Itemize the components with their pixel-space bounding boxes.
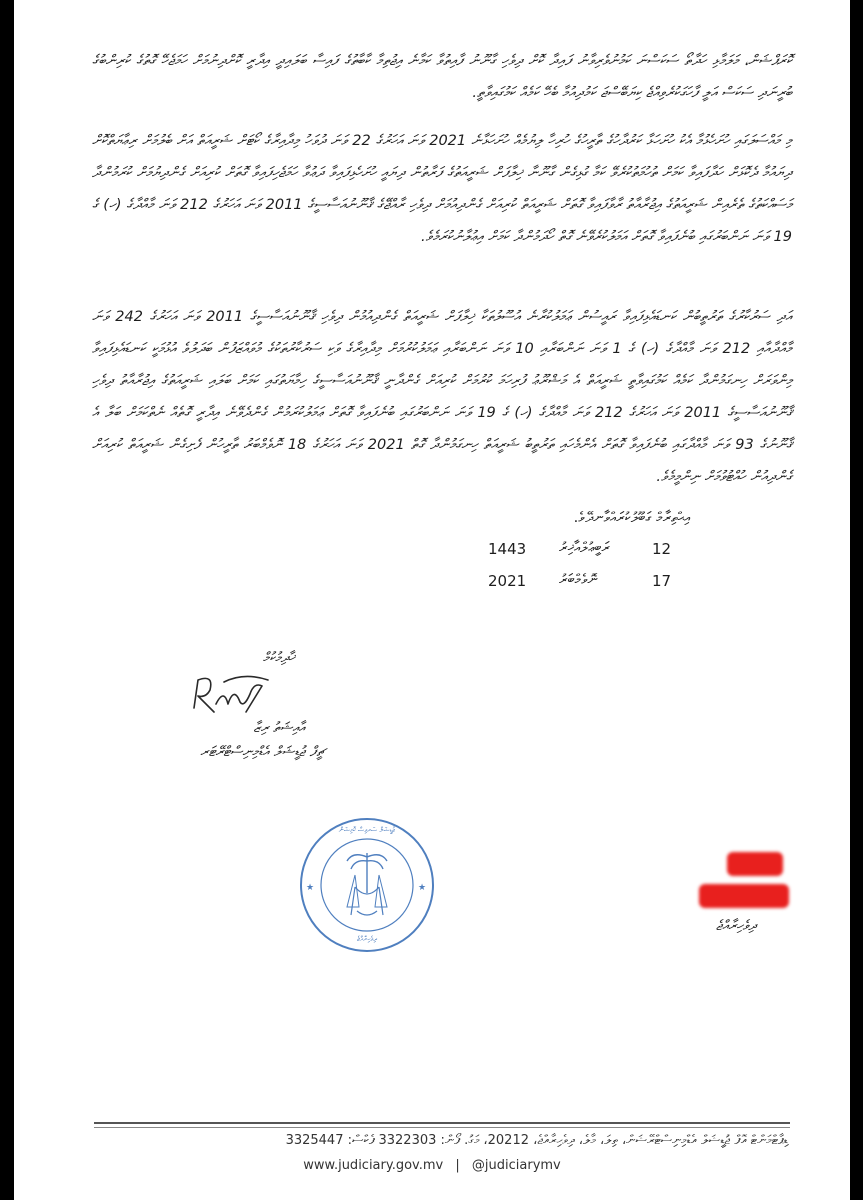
footer-web	[14, 1158, 850, 1173]
seal-text: ޖުޑީޝަލް ސަރވިސް ކޮމިޝަން	[338, 826, 396, 834]
cc-label: ދިވެހިރާއްޖެ	[715, 918, 756, 934]
svg-text:★: ★	[418, 883, 427, 893]
paragraph-3: އަދި ސަރުކާރުގެ ތަރުތީބުން ކަނޑައެޅިފައިވާ ރައީސުން ޢަމަލުކުރާނެ އުސޫލުތަކާ ޚިލާފަށް ޝަރީއަތް ގެންދިއުމުން ދިވެހި ޤާނޫނުއަސާސީގެ 2011 ވަނަ އަހަރުގެ 242 ވަނަ މާއްދާއާއި 212 ވަނަ މާއްދާގެ (ހ) ގެ 1 ވަނަ ނަންބަރާއި 10 ވަނަ ނަންބަރާއި ޢަމަލުކުރުމަށް މިދާއިރާގެ ވަކި ސަރުކާރުތަކުގެ މުވައްޒަފުން ބަދަލުވެ އުޅުމަކީ ކަނޑައެޅިފައިވާ މިންވަރަށް ހިނގަމުންދާ ކަމެއް ކަމުގައިވާތީ ޝަރީއަތް އެ މަޝްރޫޢު ފުރިހަމަ ކުރުމަށް ކުރިއަށް ގެންދާނީ ޤާނޫނުއަސާސީގެ ހިމާޔަތުގައި ކަމަށް ބަލައި ޝަރީއަތުގެ އިޖުރާއާތު ދިވެހި ޤާނޫނުއަސާސީގެ 2011 ވަނަ އަހަރުގެ 212 ވަނަ މާއްދާގެ (ހ) ގެ 19 ވަނަ ނަންބަރުގައި ބުނެފައިވާ ގޮތަށް ޢަމަލުކުރަމުން ގެންދެވޭނެ އިދާރީ ގޮތެއް ނެތްކަމަށް ބަލާ އެ ޤާނޫނުގެ 93 ވަނަ މާއްދާގައި ބުނެފައިވާ ގޮތަށް އެންމެހައި ތަރުތީބު ޝަރީއަތް ހިނގަމުންދާ ގޮތް 2021 ވަނަ އަހަރުގެ 18 ނޮވެމްބަރު ތާރީހުން ފެށިގެން ޝަރީއަތް ކުރިއަށް ގެންދިއުން ހުއްޓުވުމަށް ނިންމީމެވެ.	[92, 308, 792, 485]
website-link[interactable]: www.judiciary.gov.mv	[303, 1158, 444, 1173]
official-seal	[297, 815, 437, 955]
paragraph-1: ކޮރަޕްޝަން، މަލަމާޅި ހަދާތޯ ސަކަސްނަ ކަމުނުވެރިވާނު ފައިދާ ކޮށް ދިވެހި ގާނޫނު ފާއިތުވާ ކަމާނެ އިޖުތިމާ ކާބާތުގެ ފައިސާ ބަލައިދީ އިދާރީ ކޮށްދިނުމަށް ހަމަޖެހޭ ގޮތުގެ ކުރިންބުގެ ބުރީނަދި ސަކަސް އަލީ ފާހަގަކުރެވިއްޖެ ކިޔަބޭސްޖަ ކަމުދިއުމާ ބެހޭ ކަމެއް ކަމުގައިވާތީ.	[92, 52, 792, 101]
separator: |	[455, 1158, 460, 1173]
footer-address	[286, 1133, 788, 1148]
phone-label: ފޯން:	[440, 1133, 461, 1148]
redaction-mark	[699, 884, 789, 908]
signatory-name: އާއިޝަތު ރިޒާ	[253, 720, 305, 736]
paragraph-2: މި މައްސަލަގައި ހުށަހެޅުމާ އެކު ހުށަހަޅާ ކަރުދާހުގެ ތާރީހުގެ ހުރިހާ ލިޔުމެއް ހުށަހަޅާނެ 2021 ވަނަ އަހަރުގެ 22 ވަނަ ދުވަހު މިދާއިރާގެ ކޯޓަށް ޝަރީއަތް އަށް ބެލުމަށް ރިޢާޔަތްކޮށް ދިޔައުމާ ދެކޮޅަށް ހަދާފައިވާ ކަމަށް ތުހުމަތުކުރެވޭ ކަމާ ގުޅިގެން ގާނޫނާ ޚިލާފަށް ޝަރީއަތުގެ ފަރާތުން ދިޔައީ ހުށަހެޅިފައިވާ ދަޢުވާ ހަމަޖެހިފައިވާ ގޮތަށް ކުރިއަށް ގެންދިޔުމަށް ކުރަމުންދާ މަސައްކަތުގެ ތެރެއިން ޝަރީއަތުގެ އިޖުރާއާތު ރާވާފައިވާ ގޮތަށް ޝަރީއަތް ކުރިއަށް ގެންދިއުމަށް ދިވެހި ރާއްޖޭގެ ޤާނޫނުއަސާސީގެ 2011 ވަނަ އަހަރުގެ 212 ވަނަ މާއްދާގެ (ހ) ގެ 19 ވަނަ ނަންބަރުގައި ބުނެފައިވާ ގޮތަށް އަމަލުކުރެވޭނެ ގޮތް ހޯދަމުންދާ ކަމަށް އިޢުލާނުކުރަމެވެ.	[92, 132, 792, 245]
social-handle[interactable]: @judiciarymv	[471, 1158, 561, 1173]
hijri-month: ރަބީޢުލްއާޚިރު	[559, 540, 611, 556]
redaction-mark	[727, 852, 783, 876]
footer-divider-thin	[94, 1127, 790, 1128]
greg-year: 2021	[488, 572, 527, 590]
signatory-title: ޗީފް ޖުޑީޝަލް އެޑްމިނިސްޓްރޭޓަރ	[200, 744, 325, 760]
seal-bottom-text: ދިވެހިރާއްޖެ	[356, 935, 378, 943]
closing-line: އިޙްތިރާމް ގަބޫލުކުރައްވާނދޭވެ.	[573, 510, 690, 526]
svg-text:★: ★	[306, 883, 315, 893]
greg-month: ނޮވެމްބަރު	[559, 572, 598, 588]
hijri-year: 1443	[488, 540, 527, 558]
phone-number: 3322303	[378, 1133, 437, 1148]
address-text: ޑިޕާޓްމަންޓް އޮފް ޖުޑީޝަލް އެޑްމިނިސްޓްރޭޝަން، ތިލަ، މާލެ، ދިވެހިރާއްޖެ، 20212، މަގު.	[464, 1133, 788, 1148]
footer-divider	[94, 1122, 790, 1124]
greg-day: 17	[652, 572, 672, 590]
fax-number: 3325447	[285, 1133, 344, 1148]
signature-closing: ޚާދިމުކުމް	[262, 650, 295, 666]
document-page	[14, 0, 850, 1200]
hijri-day: 12	[652, 540, 672, 558]
handwritten-signature	[184, 668, 274, 718]
fax-label: ފެކްސް:	[347, 1133, 375, 1148]
